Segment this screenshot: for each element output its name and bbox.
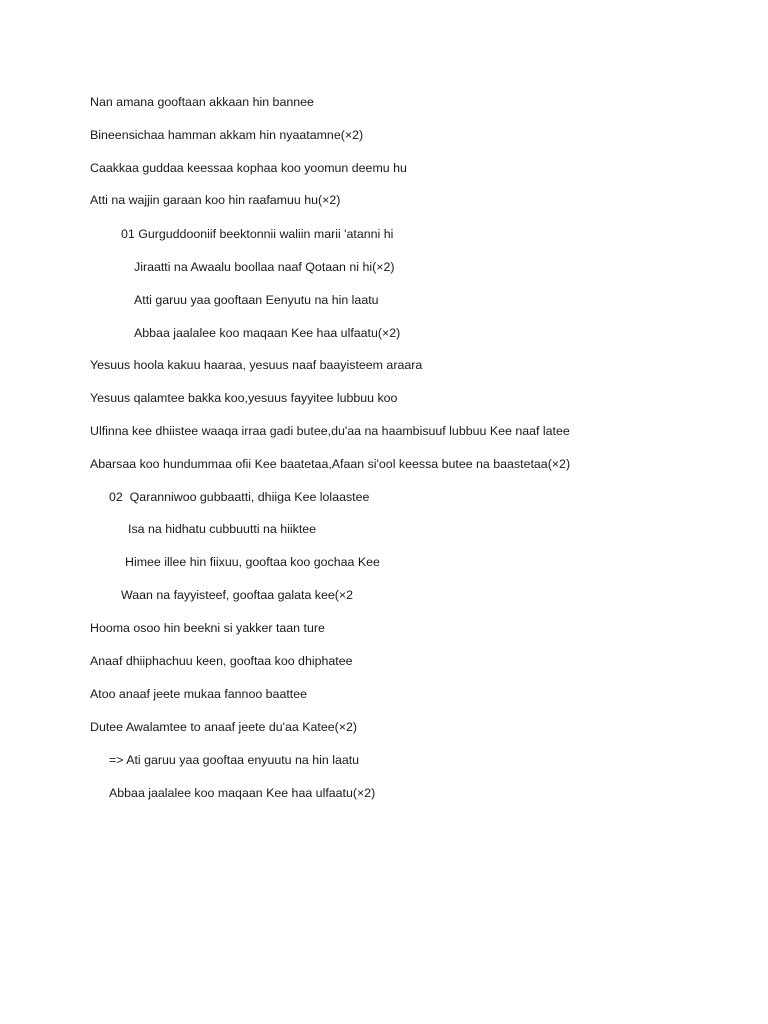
lyric-line-19: Atoo anaaf jeete mukaa fannoo baattee: [90, 687, 308, 701]
lyric-line-8: Abbaa jaalalee koo maqaan Kee haa ulfaatu(×2): [134, 326, 401, 340]
lyric-line-6: Jiraatti na Awaalu boollaa naaf Qotaan ni hi(×2): [134, 260, 395, 274]
lyric-line-10: Yesuus qalamtee bakka koo,yesuus fayyitee lubbuu koo: [90, 391, 398, 405]
lyric-line-2: Bineensichaa hamman akkam hin nyaatamne(×2): [90, 128, 364, 142]
lyric-line-14: Isa na hidhatu cubbuutti na hiiktee: [128, 522, 317, 536]
lyric-line-9: Yesuus hoola kakuu haaraa, yesuus naaf baayisteem araara: [90, 358, 423, 372]
lyric-line-1: Nan amana gooftaan akkaan hin bannee: [90, 95, 314, 109]
lyric-line-16: Waan na fayyisteef, gooftaa galata kee(×2: [121, 588, 354, 602]
lyric-line-21: => Ati garuu yaa gooftaa enyuutu na hin laatu: [109, 753, 360, 767]
lyric-line-4: Atti na wajjin garaan koo hin raafamuu hu(×2): [90, 193, 341, 207]
lyric-line-11: Ulfinna kee dhiistee waaqa irraa gadi butee,du'aa na haambisuuf lubbuu Kee naaf latee: [90, 424, 570, 438]
lyric-line-22: Abbaa jaalalee koo maqaan Kee haa ulfaatu(×2): [109, 786, 376, 800]
lyric-line-3: Caakkaa guddaa keessaa kophaa koo yoomun deemu hu: [90, 161, 407, 175]
lyric-line-5: 01 Gurguddooniif beektonnii waliin marii 'atanni hi: [121, 227, 394, 241]
lyric-line-17: Hooma osoo hin beekni si yakker taan ture: [90, 621, 325, 635]
lyric-line-18: Anaaf dhiiphachuu keen, gooftaa koo dhiphatee: [90, 654, 353, 668]
lyric-line-15: Himee illee hin fiixuu, gooftaa koo gochaa Kee: [125, 555, 380, 569]
lyric-line-13: 02 Qaranniwoo gubbaatti, dhiiga Kee lolaastee: [109, 490, 370, 504]
lyric-line-7: Atti garuu yaa gooftaan Eenyutu na hin laatu: [134, 293, 379, 307]
lyric-line-20: Dutee Awalamtee to anaaf jeete du'aa Katee(×2): [90, 720, 358, 734]
lyric-line-12: Abarsaa koo hundummaa ofii Kee baatetaa,Afaan si'ool keessa butee na baastetaa(×2): [90, 457, 571, 471]
